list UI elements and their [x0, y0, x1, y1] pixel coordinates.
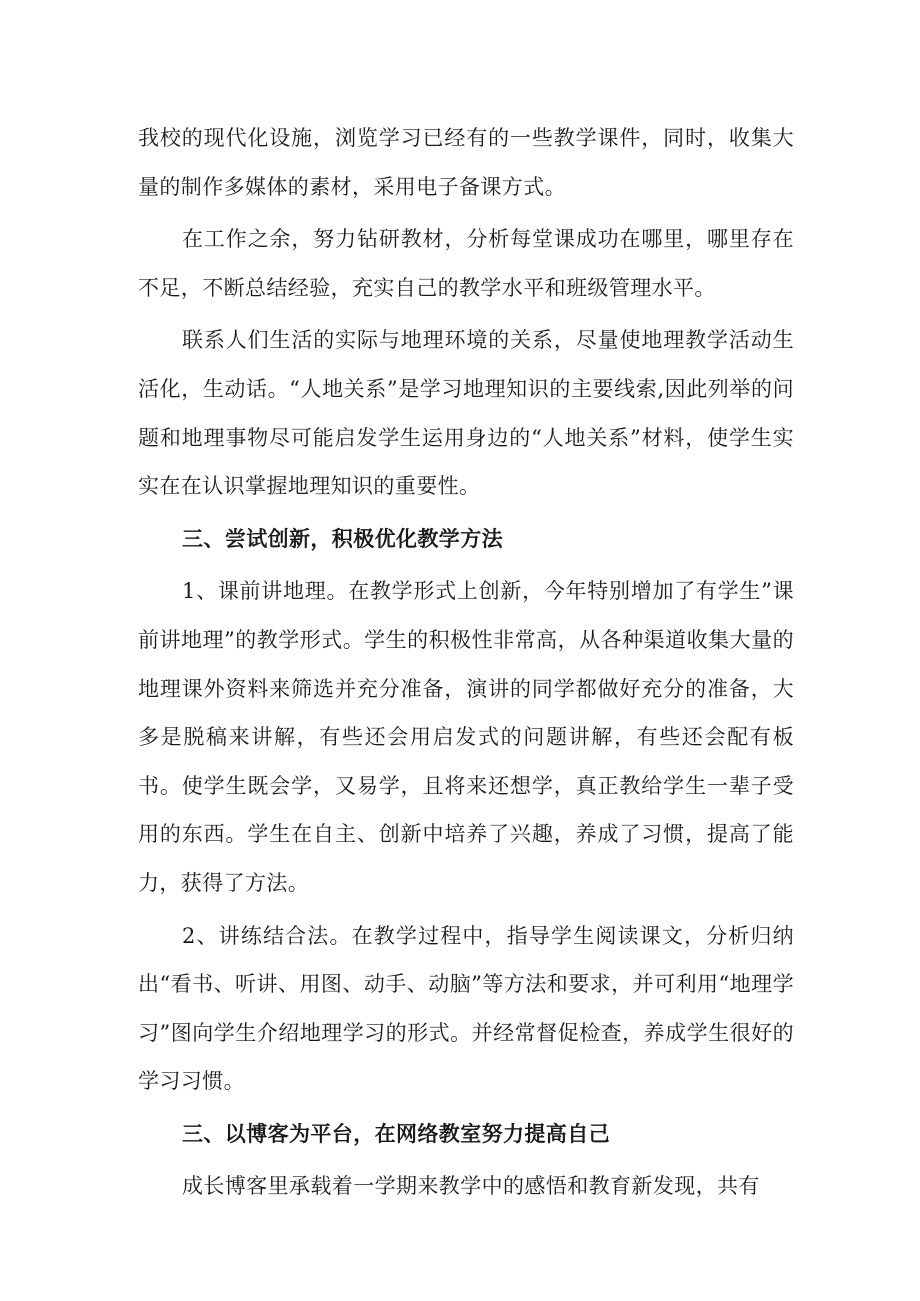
paragraph-pre-class-geography: 1、课前讲地理。在教学形式上创新，今年特别增加了有学生”课前讲地理”的教学形式。学生的积极性非常高，从各种渠道收集大量的地理课外资料来筛选并充分准备，演讲的同学都做好充分的准备，大多是脱稿来讲解，有些还会用启发式的问题讲解，有些还会配有板书。使学生既会学，又易学，且将来还想学，真正教给学生一辈子受用的东西。学生在自主、创新中培养了兴趣，养成了习惯，提高了能力，获得了方法。 — [138, 579, 794, 895]
paragraph-study-materials: 在工作之余，努力钻研教材，分析每堂课成功在哪里，哪里存在不足，不断总结经验，充实自己的教学水平和班级管理水平。 — [138, 227, 794, 300]
paragraph-practice-method: 2、讲练结合法。在教学过程中，指导学生阅读课文，分析归纳出“看书、听讲、用图、动手、动脑”等方法和要求，并可利用“地理学习”图向学生介绍地理学习的形式。并经常督促检查，养成学生很好的学习习惯。 — [138, 923, 794, 1094]
paragraph-human-land-relation: 联系人们生活的实际与地理环境的关系，尽量使地理教学活动生活化，生动话。“人地关系”是学习地理知识的主要线索,因此列举的问题和地理事物尽可能启发学生运用身边的“人地关系”材料，使学生实实在在认识掌握地理知识的重要性。 — [138, 328, 794, 499]
section-heading-innovation: 三、尝试创新，积极优化教学方法 — [182, 525, 503, 551]
document-body — [138, 114, 794, 1215]
paragraph-continuation: 我校的现代化设施，浏览学习已经有的一些教学课件，同时，收集大量的制作多媒体的素材，采用电子备课方式。 — [138, 126, 794, 199]
section-heading-blog: 三、以博客为平台，在网络教室努力提高自己 — [182, 1120, 610, 1146]
paragraph-blog-growth: 成长博客里承载着一学期来教学中的感悟和教育新发现，共有 — [182, 1174, 760, 1199]
